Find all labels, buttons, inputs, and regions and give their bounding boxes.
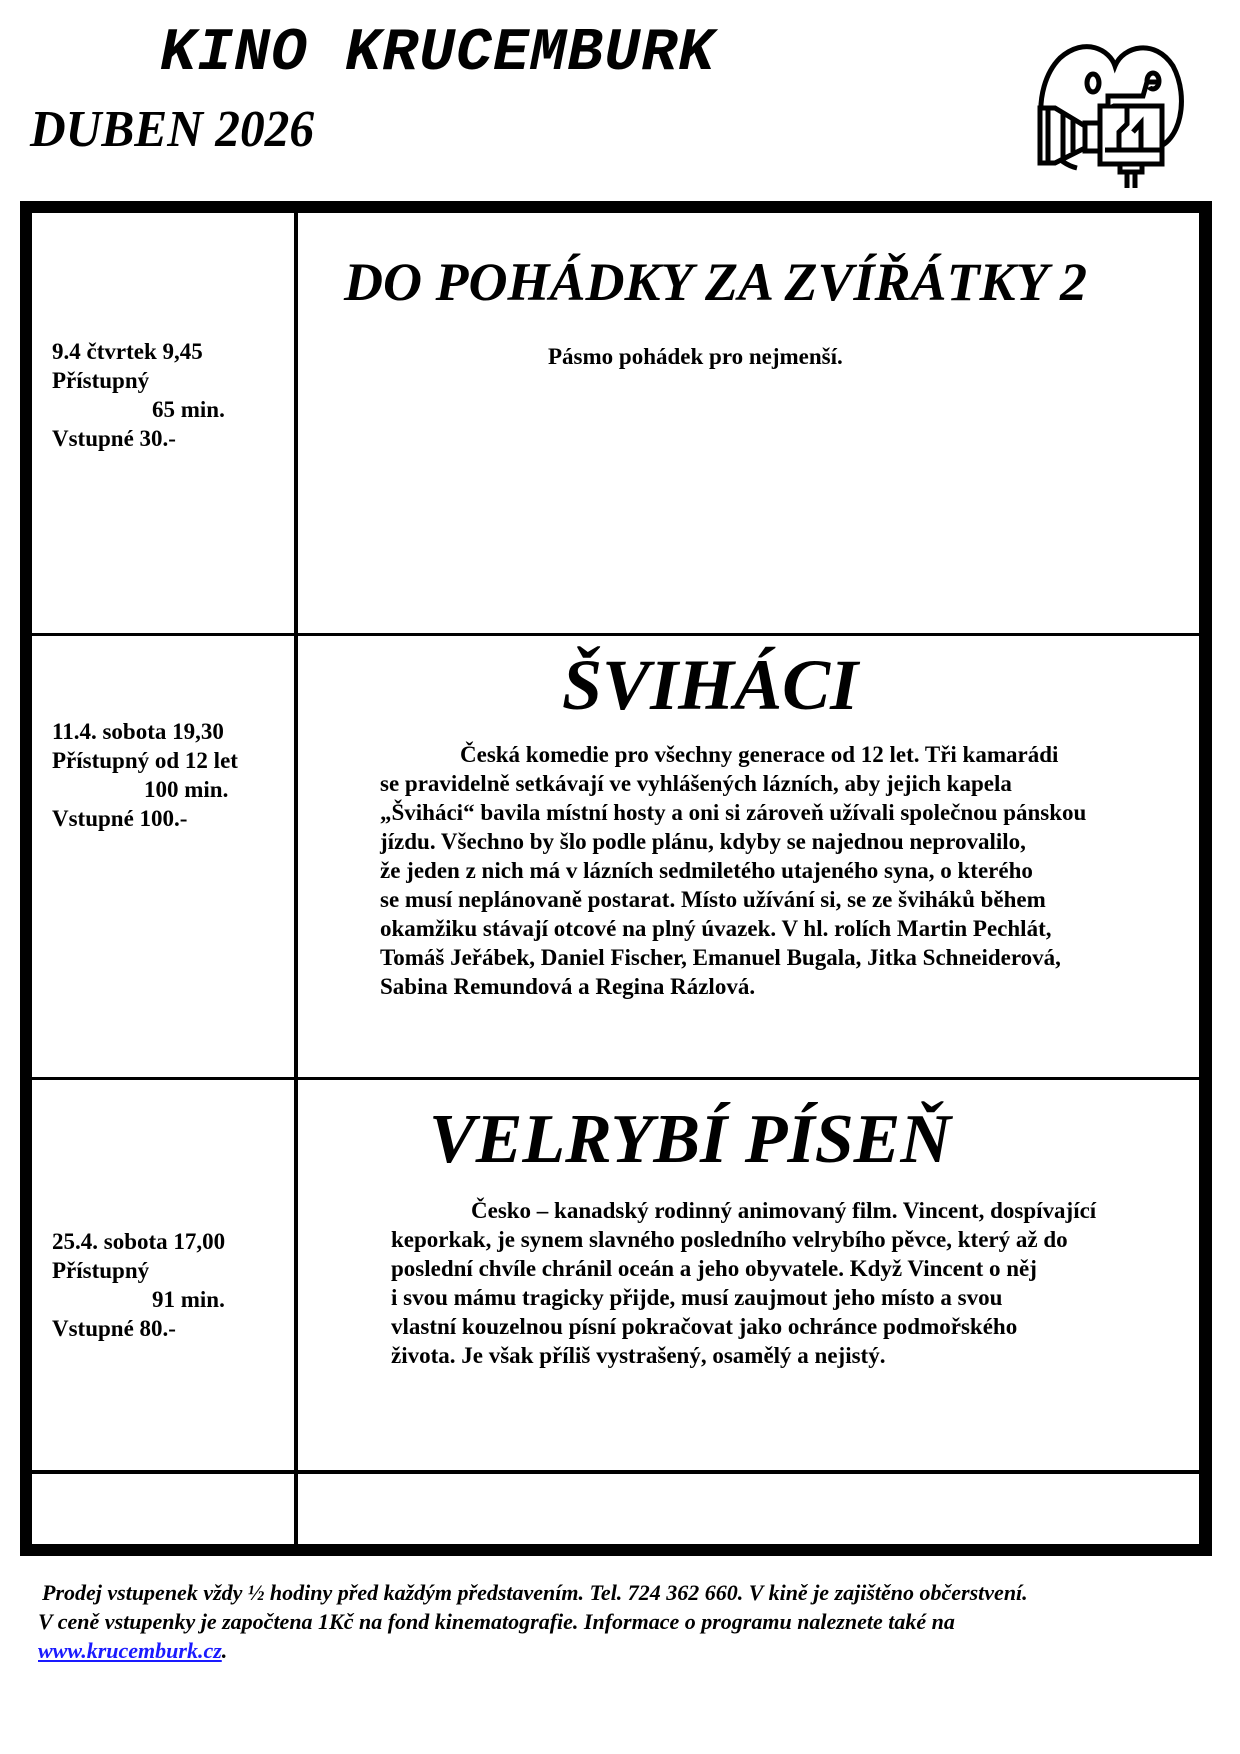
description-line: Pásmo pohádek pro nejmenší. [548, 344, 843, 369]
cinema-name: KINO KRUCEMBURK [160, 20, 716, 88]
screening-date-time: 9.4 čtvrtek 9,45 [52, 339, 203, 364]
footer-line: Prodej vstupenek vždy ½ hodiny před každým představením. Tel. 724 362 660. V kině je zajištěno občerstvení. [42, 1580, 1028, 1605]
footer-line: V ceně vstupenky je započtena 1Kč na fond kinematografie. Informace o programu naleznete také na [38, 1609, 955, 1634]
description-line: života. Je však příliš vystrašený, osamělý a nejistý. [391, 1343, 886, 1368]
film-row [32, 1080, 1199, 1470]
description-line: že jeden z nich má v lázních sedmiletého utajeného syna, o kterého [380, 858, 1033, 883]
description-line: i svou mámu tragicky přijde, musí zaujmout jeho místo a svou [391, 1285, 1003, 1310]
description-line: vlastní kouzelnou písní pokračovat jako ochránce podmořského [391, 1314, 1018, 1339]
screening-info [52, 717, 238, 833]
movie-camera-icon [1015, 28, 1195, 188]
film-description [548, 342, 843, 371]
website-link[interactable]: www.krucemburk.cz [38, 1638, 222, 1663]
film-title: DO POHÁDKY ZA ZVÍŘÁTKY 2 [344, 252, 1088, 312]
screening-info [52, 337, 225, 453]
screening-date-time: 11.4. sobota 19,30 [52, 719, 224, 744]
film-description [380, 740, 1086, 1001]
age-rating: Přístupný [52, 368, 150, 393]
description-line: keporkak, je synem slavného posledního velrybího pěvce, který až do [391, 1227, 1068, 1252]
film-title: ŠVIHÁCI [562, 645, 859, 725]
screening-info [52, 1227, 225, 1343]
ticket-price: Vstupné 80.- [52, 1316, 176, 1341]
description-line: jízdu. Všechno by šlo podle plánu, kdyby se najednou neprovalilo, [380, 829, 1026, 854]
age-rating: Přístupný od 12 let [52, 748, 238, 773]
description-line: Česko – kanadský rodinný animovaný film. Vincent, dospívající [471, 1198, 1097, 1223]
program-table [20, 201, 1212, 1556]
ticket-price: Vstupné 30.- [52, 426, 176, 451]
description-line: okamžiku stávají otcové na plný úvazek. V hl. rolích Martin Pechlát, [380, 916, 1052, 941]
ticket-price: Vstupné 100.- [52, 806, 188, 831]
description-line: poslední chvíle chránil oceán a jeho obyvatele. Když Vincent o něj [391, 1256, 1037, 1281]
age-rating: Přístupný [52, 1258, 150, 1283]
empty-row [32, 1474, 1199, 1544]
film-row [32, 636, 1199, 1077]
film-row [32, 213, 1199, 633]
duration: 65 min. [152, 397, 225, 422]
description-line: Tomáš Jeřábek, Daniel Fischer, Emanuel Bugala, Jitka Schneiderová, [380, 945, 1061, 970]
duration: 100 min. [144, 777, 229, 802]
footer-note [38, 1578, 1028, 1665]
screening-date-time: 25.4. sobota 17,00 [52, 1229, 226, 1254]
duration: 91 min. [152, 1287, 225, 1312]
film-title: VELRYBÍ PÍSEŇ [429, 1101, 951, 1178]
link-suffix: . [221, 1638, 228, 1663]
description-line: se pravidelně setkávají ve vyhlášených lázních, aby jejich kapela [380, 771, 1012, 796]
film-description [391, 1196, 1096, 1370]
description-line: Sabina Remundová a Regina Rázlová. [380, 974, 756, 999]
description-line: „Šviháci“ bavila místní hosty a oni si zároveň užívali společnou pánskou [380, 800, 1087, 825]
description-line: Česká komedie pro všechny generace od 12 let. Tři kamarádi [460, 742, 1059, 767]
description-line: se musí neplánovaně postarat. Místo užívání si, se ze šviháků během [380, 887, 1046, 912]
program-month: DUBEN 2026 [30, 101, 315, 158]
